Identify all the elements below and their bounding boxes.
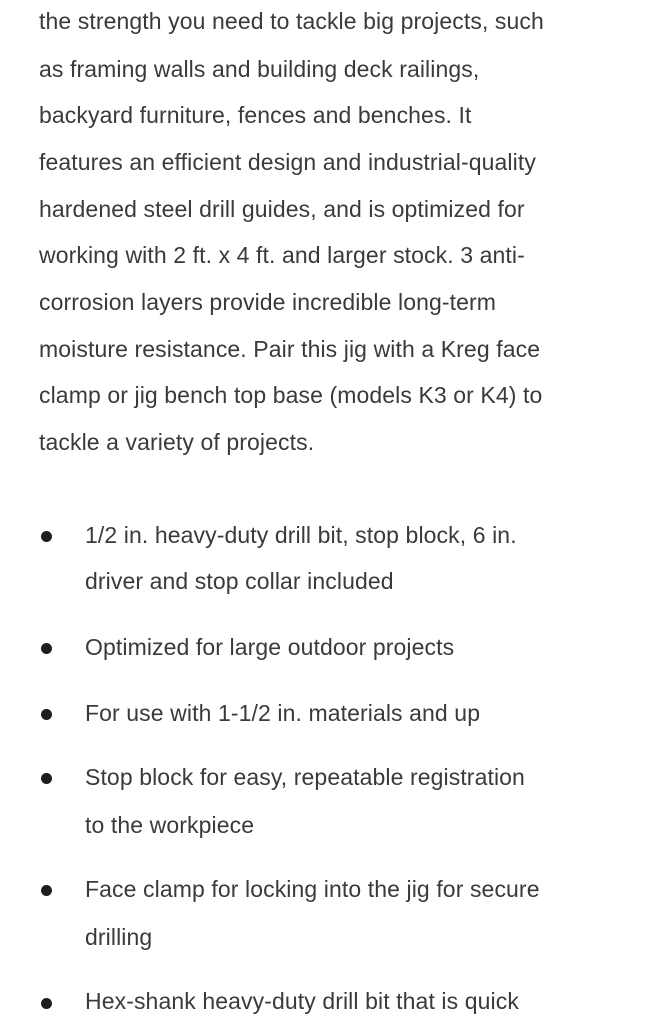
- bullet-icon: [41, 643, 52, 654]
- list-item-text: driver and stop collar included: [85, 568, 394, 594]
- list-item-text: For use with 1-1/2 in. materials and up: [85, 700, 481, 726]
- list-item-text: to the workpiece: [85, 812, 255, 838]
- description-line: working with 2 ft. x 4 ft. and larger stock. 3 anti-: [39, 242, 525, 268]
- list-item-text: 1/2 in. heavy-duty drill bit, stop block, 6 in.: [85, 522, 517, 548]
- description-line: backyard furniture, fences and benches. It: [39, 102, 472, 128]
- list-item-text: Stop block for easy, repeatable registration: [85, 764, 525, 790]
- description-line: clamp or jig bench top base (models K3 or K4) to: [39, 382, 543, 408]
- description-line: corrosion layers provide incredible long-term: [39, 289, 497, 315]
- bullet-icon: [41, 709, 52, 720]
- description-line: moisture resistance. Pair this jig with a Kreg face: [39, 336, 541, 362]
- bullet-icon: [41, 531, 52, 542]
- description-line: tackle a variety of projects.: [39, 429, 315, 455]
- bullet-icon: [41, 998, 52, 1009]
- bullet-icon: [41, 773, 52, 784]
- list-item-text: Face clamp for locking into the jig for secure: [85, 876, 540, 902]
- description-line: as framing walls and building deck railings,: [39, 56, 480, 82]
- description-line: the strength you need to tackle big projects, such: [39, 8, 544, 34]
- description-line: hardened steel drill guides, and is optimized for: [39, 196, 525, 222]
- list-item-text: drilling: [85, 924, 153, 950]
- list-item-text: Optimized for large outdoor projects: [85, 634, 455, 660]
- description-line: features an efficient design and industrial-quality: [39, 149, 536, 175]
- list-item-text: Hex-shank heavy-duty drill bit that is quick: [85, 988, 519, 1014]
- bullet-icon: [41, 885, 52, 896]
